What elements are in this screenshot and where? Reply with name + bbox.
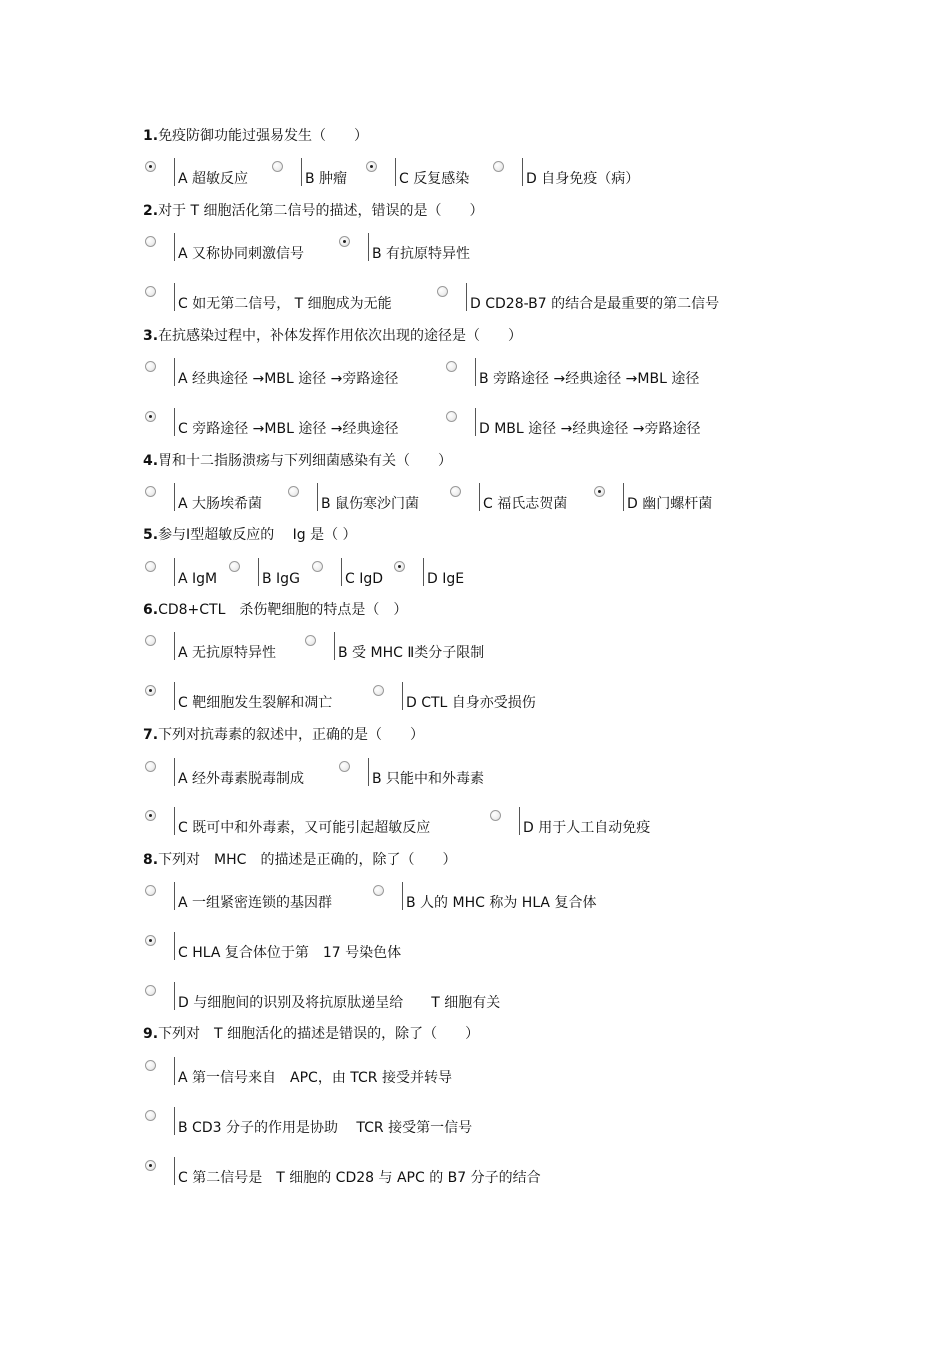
option-label: A 经外毒素脱毒制成	[178, 771, 305, 787]
option-label: B 受 MHC Ⅱ类分子限制	[338, 645, 485, 661]
radio-button[interactable]	[145, 635, 156, 646]
option-label: A 超敏反应	[178, 171, 249, 187]
option-label: A IgM	[178, 571, 218, 587]
radio-button[interactable]	[366, 161, 377, 172]
question-1	[143, 127, 368, 145]
radio-button[interactable]	[145, 561, 156, 572]
question-number: 8.	[143, 852, 159, 868]
question-number: 2.	[143, 203, 159, 219]
option-label: B 只能中和外毒素	[372, 771, 485, 787]
question-number: 1.	[143, 128, 159, 144]
option-label: D CD28-B7 的结合是最重要的第二信号	[470, 296, 720, 312]
radio-button[interactable]	[145, 935, 156, 946]
radio-button[interactable]	[145, 361, 156, 372]
separator	[522, 158, 523, 186]
option-label: A 一组紧密连锁的基因群	[178, 895, 333, 911]
separator	[174, 1057, 175, 1085]
question-text: 下列对抗毒素的叙述中，正确的是（ ）	[158, 727, 425, 743]
radio-button[interactable]	[493, 161, 504, 172]
question-3	[143, 327, 522, 345]
radio-button[interactable]	[145, 286, 156, 297]
option-label: B 肿瘤	[305, 171, 348, 187]
question-text: 胃和十二指肠溃疡与下列细菌感染有关（ ）	[158, 453, 453, 469]
question-8	[143, 851, 456, 869]
question-text: CD8+CTL 杀伤靶细胞的特点是（ ）	[158, 602, 408, 618]
separator	[174, 932, 175, 960]
separator	[174, 758, 175, 786]
radio-button[interactable]	[145, 885, 156, 896]
question-2	[143, 202, 484, 220]
separator	[395, 158, 396, 186]
option-label: B CD3 分子的作用是协助 TCR 接受第一信号	[178, 1120, 473, 1136]
option-label: C 反复感染	[399, 171, 470, 187]
radio-button[interactable]	[373, 685, 384, 696]
radio-button[interactable]	[312, 561, 323, 572]
option-label: C 既可中和外毒素，又可能引起超敏反应	[178, 820, 431, 836]
radio-button[interactable]	[490, 810, 501, 821]
radio-button[interactable]	[145, 1160, 156, 1171]
separator	[174, 558, 175, 586]
question-text: 免疫防御功能过强易发生（ ）	[158, 128, 369, 144]
separator	[479, 483, 480, 511]
question-text: 下列对 T 细胞活化的描述是错误的，除了（ ）	[158, 1026, 480, 1042]
question-number: 6.	[143, 602, 159, 618]
option-label: C 第二信号是 T 细胞的 CD28 与 APC 的 B7 分子的结合	[178, 1170, 541, 1186]
radio-button[interactable]	[145, 761, 156, 772]
option-label: C 如无第二信号， T 细胞成为无能	[178, 296, 392, 312]
option-label: D 用于人工自动免疫	[523, 820, 651, 836]
separator	[334, 632, 335, 660]
separator	[174, 632, 175, 660]
question-text: 在抗感染过程中，补体发挥作用依次出现的途径是（ ）	[158, 328, 523, 344]
radio-button[interactable]	[145, 1110, 156, 1121]
radio-button[interactable]	[450, 486, 461, 497]
radio-button[interactable]	[145, 236, 156, 247]
radio-button[interactable]	[145, 486, 156, 497]
option-label: A 第一信号来自 APC，由 TCR 接受并转导	[178, 1070, 452, 1086]
radio-button[interactable]	[339, 761, 350, 772]
radio-button[interactable]	[145, 985, 156, 996]
radio-button[interactable]	[145, 411, 156, 422]
separator	[623, 483, 624, 511]
option-label: B IgG	[262, 571, 300, 587]
separator	[258, 558, 259, 586]
separator	[174, 358, 175, 386]
option-label: D IgE	[427, 571, 465, 587]
option-label: D MBL 途径 →经典途径 →旁路途径	[479, 421, 701, 437]
separator	[402, 882, 403, 910]
option-label: A 经典途径 →MBL 途径 →旁路途径	[178, 371, 399, 387]
question-number: 9.	[143, 1026, 159, 1042]
question-text: 参与Ⅰ型超敏反应的 Ig 是（ ）	[158, 527, 357, 543]
radio-button[interactable]	[594, 486, 605, 497]
separator	[466, 283, 467, 311]
radio-button[interactable]	[339, 236, 350, 247]
option-label: C 旁路途径 →MBL 途径 →经典途径	[178, 421, 399, 437]
separator	[174, 1157, 175, 1185]
option-label: C IgD	[345, 571, 384, 587]
separator	[174, 1107, 175, 1135]
separator	[174, 483, 175, 511]
separator	[174, 233, 175, 261]
radio-button[interactable]	[446, 411, 457, 422]
separator	[174, 882, 175, 910]
separator	[368, 758, 369, 786]
option-label: D 幽门螺杆菌	[627, 496, 713, 512]
radio-button[interactable]	[145, 685, 156, 696]
separator	[341, 558, 342, 586]
separator	[317, 483, 318, 511]
option-label: B 鼠伤寒沙门菌	[321, 496, 420, 512]
question-number: 5.	[143, 527, 159, 543]
radio-button[interactable]	[446, 361, 457, 372]
separator	[423, 558, 424, 586]
option-label: B 有抗原特异性	[372, 246, 471, 262]
radio-button[interactable]	[272, 161, 283, 172]
option-label: A 无抗原特异性	[178, 645, 277, 661]
question-number: 4.	[143, 453, 159, 469]
option-label: B 人的 MHC 称为 HLA 复合体	[406, 895, 597, 911]
separator	[475, 358, 476, 386]
separator	[402, 682, 403, 710]
option-label: D 与细胞间的识别及将抗原肽递呈给 T 细胞有关	[178, 995, 501, 1011]
separator	[174, 807, 175, 835]
radio-button[interactable]	[288, 486, 299, 497]
radio-button[interactable]	[437, 286, 448, 297]
radio-button[interactable]	[373, 885, 384, 896]
separator	[301, 158, 302, 186]
radio-button[interactable]	[145, 810, 156, 821]
option-label: A 又称协同刺激信号	[178, 246, 305, 262]
separator	[475, 408, 476, 436]
separator	[174, 158, 175, 186]
separator	[174, 283, 175, 311]
question-7	[143, 726, 424, 744]
radio-button[interactable]	[145, 1060, 156, 1071]
radio-button[interactable]	[394, 561, 405, 572]
question-6	[143, 601, 407, 619]
radio-button[interactable]	[145, 161, 156, 172]
question-5	[143, 526, 357, 544]
option-label: B 旁路途径 →经典途径 →MBL 途径	[479, 371, 700, 387]
radio-button[interactable]	[305, 635, 316, 646]
option-label: A 大肠埃希菌	[178, 496, 263, 512]
separator	[368, 233, 369, 261]
separator	[174, 682, 175, 710]
question-9	[143, 1025, 479, 1043]
question-text: 下列对 MHC 的描述是正确的，除了（ ）	[158, 852, 457, 868]
option-label: C HLA 复合体位于第 17 号染色体	[178, 945, 402, 961]
separator	[174, 982, 175, 1010]
radio-button[interactable]	[229, 561, 240, 572]
separator	[174, 408, 175, 436]
option-label: C 靶细胞发生裂解和凋亡	[178, 695, 333, 711]
question-text: 对于 T 细胞活化第二信号的描述，错误的是（ ）	[158, 203, 484, 219]
option-label: C 福氏志贺菌	[483, 496, 568, 512]
question-number: 7.	[143, 727, 159, 743]
question-number: 3.	[143, 328, 159, 344]
separator	[519, 807, 520, 835]
option-label: D CTL 自身亦受损伤	[406, 695, 536, 711]
option-label: D 自身免疫（病）	[526, 171, 640, 187]
question-4	[143, 452, 452, 470]
